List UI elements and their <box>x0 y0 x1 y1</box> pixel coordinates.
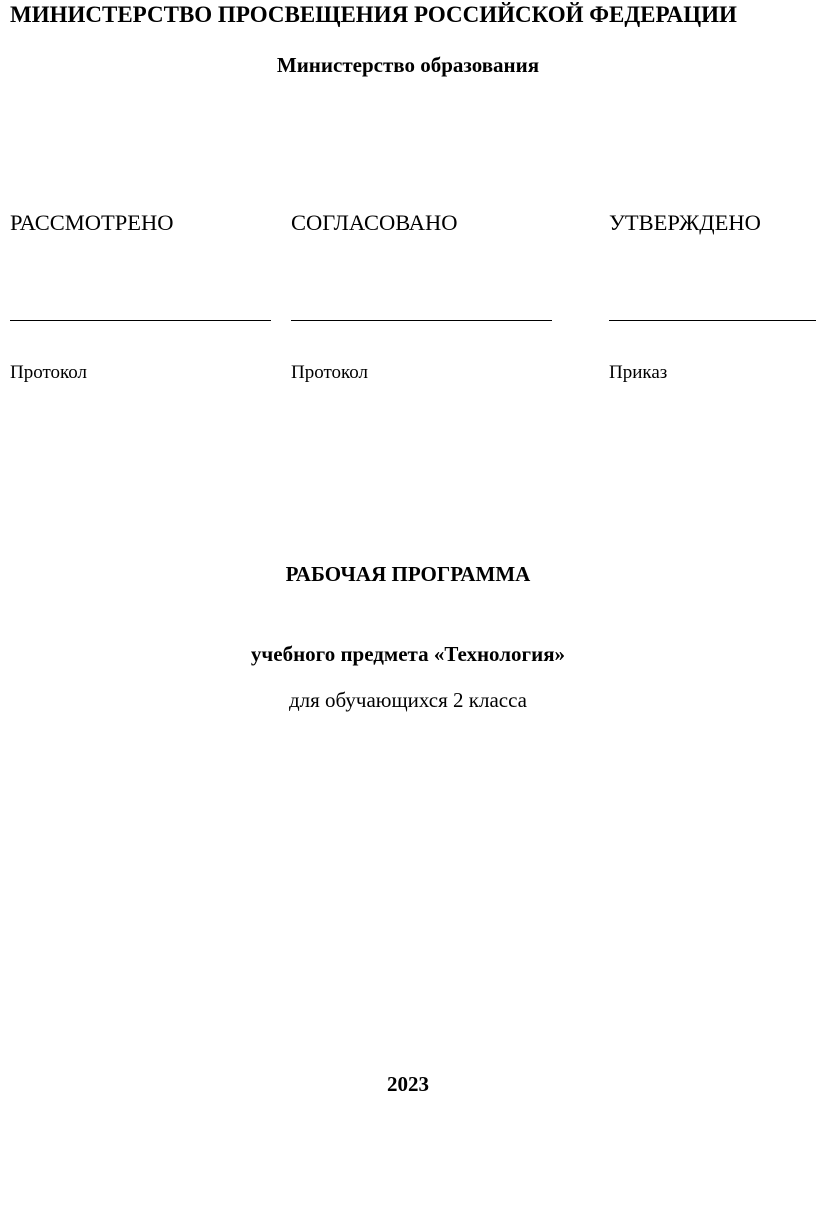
document-label-reviewed: Протокол <box>10 362 88 383</box>
approval-heading-reviewed: РАССМОТРЕНО <box>10 210 174 235</box>
ministry-header: МИНИСТЕРСТВО ПРОСВЕЩЕНИЯ РОССИЙСКОЙ ФЕДЕРАЦИИ <box>10 2 737 27</box>
approval-heading-agreed: СОГЛАСОВАНО <box>291 210 458 235</box>
approval-heading-approved: УТВЕРЖДЕНО <box>609 210 761 235</box>
subject-line: учебного предмета «Технология» <box>250 642 566 666</box>
signature-line <box>10 320 271 321</box>
year: 2023 <box>387 1072 429 1096</box>
signature-line <box>609 320 816 321</box>
department-title: Министерство образования <box>276 53 540 77</box>
audience-line: для обучающихся 2 класса <box>288 688 528 712</box>
document-label-approved: Приказ <box>609 362 668 383</box>
program-title: РАБОЧАЯ ПРОГРАММА <box>285 562 531 586</box>
document-label-agreed: Протокол <box>291 362 369 383</box>
signature-line <box>291 320 552 321</box>
